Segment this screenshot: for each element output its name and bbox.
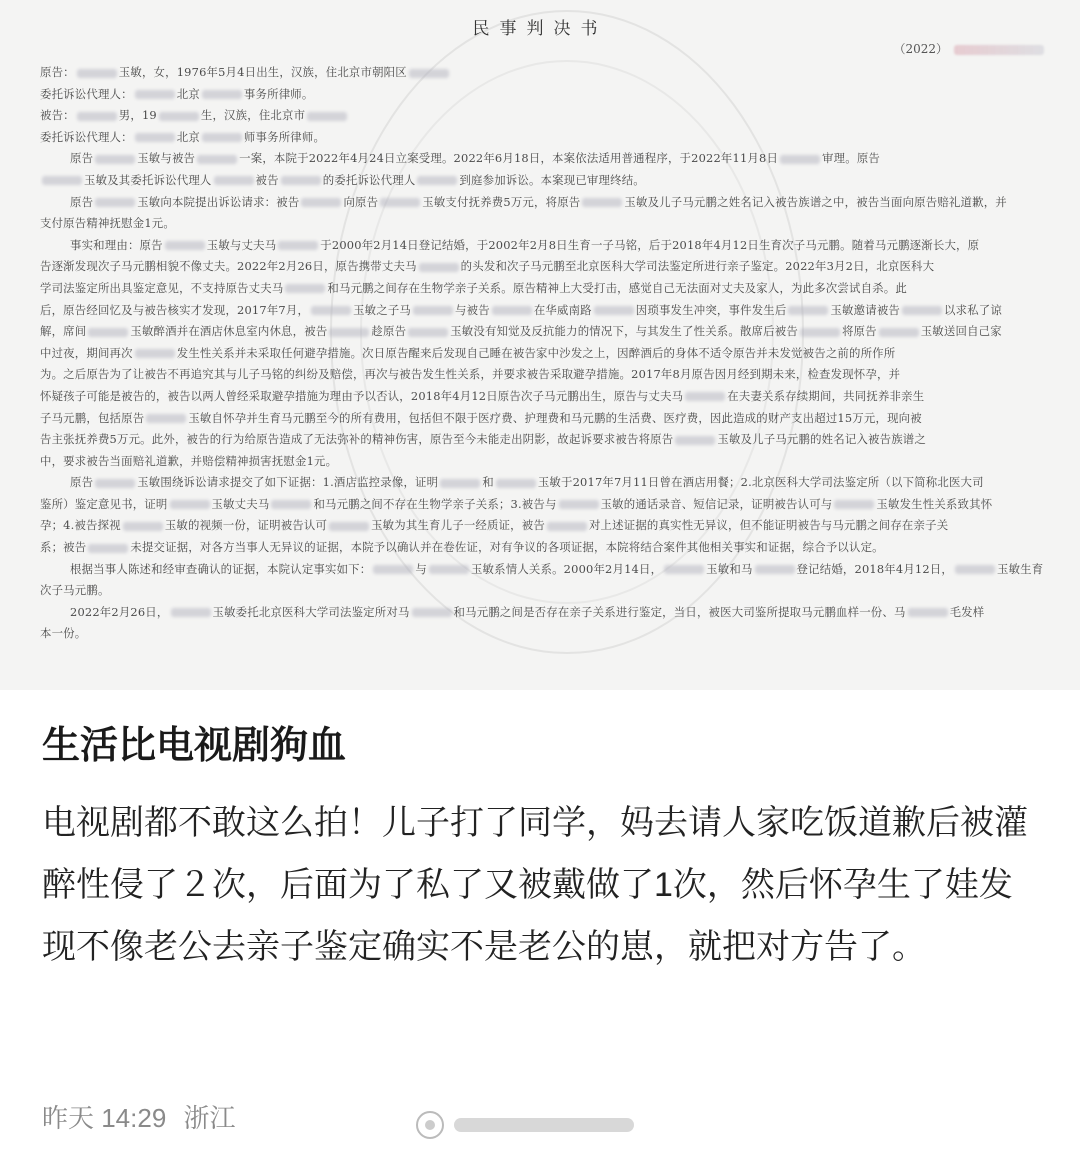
document-line: [40, 408, 1050, 430]
document-text: 玉敏，女，1976年5月4日出生，汉族，住北京市朝阳区: [118, 65, 407, 79]
document-line: [40, 127, 1050, 149]
document-line: [40, 602, 1050, 624]
redaction-blur: [685, 392, 725, 401]
redaction-blur: [202, 90, 242, 99]
redaction-blur: [88, 544, 128, 553]
document-text: 北京: [176, 129, 200, 144]
post-content: [42, 720, 1042, 978]
redaction-blur: [429, 565, 469, 574]
redaction-blur: [755, 565, 795, 574]
document-text: 玉敏与被告: [137, 151, 196, 166]
redaction-blur: [902, 306, 942, 315]
redaction-blur: [879, 328, 919, 337]
redaction-blur: [271, 500, 311, 509]
document-line: [40, 386, 1050, 408]
document-text: 玉敏及儿子马元鹏的姓名记入被告族谱之: [717, 432, 926, 447]
document-text: 中过夜，期间再次: [40, 345, 133, 360]
document-text: 原告: [70, 194, 94, 209]
document-line: [40, 321, 1050, 343]
document-text: 向原告: [343, 194, 379, 209]
document-text: 玉敏醉酒并在酒店休息室内休息，被告: [130, 324, 328, 339]
document-text: 和: [482, 475, 494, 490]
document-text: 在夫妻关系存续期间，共同抚养非亲生: [727, 388, 925, 403]
redaction-blur: [88, 328, 128, 337]
document-line: [40, 494, 1050, 516]
document-text: 鉴所）鉴定意见书，证明: [40, 496, 168, 511]
redaction-blur: [594, 306, 634, 315]
document-text: 的委托诉讼代理人: [322, 172, 416, 187]
redaction-blur: [780, 155, 820, 164]
redaction-blur: [135, 90, 175, 99]
document-text: 玉敏生育: [997, 561, 1044, 576]
redaction-blur: [413, 306, 453, 315]
document-text: 发生性关系并未采取任何避孕措施。次日原告醒来后发现自己睡在被告家中沙发之上，因醉酒后的身体不适令原告并未发觉被告之前的所作所: [176, 345, 896, 360]
document-line: [40, 213, 1050, 235]
document-text: 对上述证据的真实性无异议，但不能证明被告与马元鹏之间存在亲子关: [588, 518, 949, 533]
redaction-blur: [197, 155, 237, 164]
redaction-blur: [42, 176, 82, 185]
document-text: 解，席间: [40, 324, 87, 339]
redaction-blur: [95, 198, 135, 207]
document-text: 委托诉讼代理人：: [40, 129, 133, 144]
document-text: 师事务所律师。: [243, 129, 326, 144]
document-text: 一案，本院于2022年4月24日立案受理。2022年6月18日，本案依法适用普通程序，于2022年11月8日: [239, 151, 779, 166]
document-text: 原告: [70, 475, 94, 490]
redaction-blur: [311, 306, 351, 315]
redaction-blur: [165, 241, 205, 250]
document-text: 玉敏发生性关系致其怀: [876, 496, 993, 511]
document-line: [40, 515, 1050, 537]
redaction-blur: [559, 500, 599, 509]
document-line: [40, 62, 1050, 84]
document-title: 民事判决书: [472, 19, 608, 39]
redaction-blur: [170, 500, 210, 509]
redaction-blur: [664, 565, 704, 574]
post-date: 昨天 14:29: [42, 1103, 167, 1133]
document-text: 玉敏支付抚养费5万元，将原告: [422, 194, 581, 209]
document-text: 根据当事人陈述和经审查确认的证据，本院认定事实如下：: [70, 561, 372, 576]
redaction-blur: [788, 306, 828, 315]
document-text: 原告：: [40, 65, 75, 79]
redaction-blur: [409, 69, 449, 78]
document-text: 原告: [70, 151, 94, 166]
document-line: [40, 559, 1050, 581]
redaction-blur: [281, 176, 321, 185]
document-text: 在华威南路: [533, 302, 592, 317]
document-text: 玉敏及儿子马元鹏之姓名记入被告族谱之中，被告当面向原告赔礼道歉，并: [624, 194, 1007, 209]
document-text: 告逐渐发现次子马元鹏相貌不像丈夫。2022年2月26日，原告携带丈夫马: [40, 259, 417, 274]
document-text: 支付原告精神抚慰金1元。: [40, 216, 175, 231]
document-text: 的头发和次子马元鹏至北京医科大学司法鉴定所进行亲子鉴定。2022年3月2日，北京医科大: [460, 259, 935, 274]
document-text: 于2000年2月14日登记结婚，于2002年2月8日生育一子马铭，后于2018年4月12日生育次子马元鹏。随着马元鹏逐渐长大，原: [320, 237, 980, 252]
redaction-blur: [123, 522, 163, 531]
document-text: 子马元鹏，包括原告: [40, 410, 145, 425]
document-text: 以求私了谅: [944, 302, 1002, 317]
document-text: 北京: [176, 86, 200, 101]
post-text: 电视剧都不敢这么拍！儿子打了同学，妈去请人家吃饭道歉后被灌醉性侵了２次，后面为了私了又被戴做了1次，然后怀孕生了娃发现不像老公去亲子鉴定确实不是老公的崽，就把对方告了。: [42, 804, 1028, 966]
document-text: 趁原告: [371, 324, 407, 339]
document-text: 怀疑孩子可能是被告的，被告以两人曾经采取避孕措施为理由予以否认，2018年4月12日原告次子马元鹏出生，原告与丈夫马: [40, 388, 684, 403]
redaction-blur: [496, 479, 536, 488]
document-line: [40, 105, 1050, 127]
post-meta: [42, 1098, 246, 1135]
redaction-blur: [214, 176, 254, 185]
redaction-blur: [329, 328, 369, 337]
document-text: 中，要求被告当面赔礼道歉，并赔偿精神损害抚慰金1元。: [40, 453, 338, 468]
document-line: [40, 192, 1050, 214]
redaction-blur: [908, 608, 948, 617]
document-text: 和马元鹏之间是否存在亲子关系进行鉴定，当日，被医大司鉴所提取马元鹏血样一份、马: [453, 604, 906, 619]
redaction-blur: [307, 112, 347, 121]
redaction-blur: [278, 241, 318, 250]
document-text: 男，19: [118, 108, 157, 123]
document-text: 为。之后原告为了让被告不再追究其与儿子马铭的纠纷及赔偿，再次与被告发生性关系，并要求被告采取避孕措施。2017年8月原告因月经到期未来，检查发现怀孕，并: [40, 367, 901, 382]
redaction-blur: [171, 608, 211, 617]
redaction-blur: [77, 112, 117, 121]
document-text: 后，原告经回忆及与被告核实才发现，2017年7月，: [40, 302, 310, 317]
document-text: 被告：: [40, 108, 75, 123]
document-line: [40, 256, 1050, 278]
redaction-blur: [492, 306, 532, 315]
redaction-blur: [417, 176, 457, 185]
redaction-blur: [834, 500, 874, 509]
case-number: （2022）: [893, 40, 1044, 57]
redaction-blur: [329, 522, 369, 531]
document-line: [40, 148, 1050, 170]
redaction-blur: [408, 328, 448, 337]
document-text: 事实和理由：原告: [70, 237, 163, 252]
document-body: [40, 62, 1050, 645]
document-text: 2022年2月26日，: [70, 604, 169, 619]
post-location: 浙江: [183, 1103, 236, 1133]
document-text: 玉敏围绕诉讼请求提交了如下证据：1.酒店监控录像，证明: [137, 475, 439, 490]
document-line: [40, 343, 1050, 365]
redaction-blur: [159, 112, 199, 121]
document-text: 生，汉族，住北京市: [200, 108, 306, 123]
redaction-blur: [380, 198, 420, 207]
document-line: [40, 537, 1050, 559]
redaction-blur: [582, 198, 622, 207]
document-text: 玉敏邀请被告: [830, 302, 901, 317]
redaction-blur: [440, 479, 480, 488]
document-text: 与被告: [455, 302, 490, 317]
document-line: [40, 364, 1050, 386]
document-line: [40, 235, 1050, 257]
document-text: 玉敏送回自己家: [920, 324, 1002, 339]
document-text: 事务所律师。: [243, 86, 314, 101]
document-text: 玉敏及其委托诉讼代理人: [84, 172, 212, 187]
document-text: 次子马元鹏。: [40, 583, 110, 598]
redaction-blur: [285, 284, 325, 293]
document-line: [40, 170, 1050, 192]
redaction-blur: [412, 608, 452, 617]
redaction-blur: [675, 436, 715, 445]
document-text: 因琐事发生冲突，事件发生后: [635, 302, 787, 317]
redaction-blur: [800, 328, 840, 337]
document-text: 玉敏之子马: [353, 302, 412, 317]
document-text: 玉敏向本院提出诉讼请求：被告: [137, 194, 300, 209]
document-text: 玉敏自怀孕并生育马元鹏至今的所有费用，包括但不限于医疗费、护理费和马元鹏的生活费、医疗费，因此造成的财产支出超过15万元，现向被: [188, 410, 922, 425]
redaction-blur: [373, 565, 413, 574]
document-text: 毛发样: [949, 604, 985, 619]
document-text: 玉敏为其生育儿子一经质证，被告: [371, 518, 545, 533]
redaction-blur: [547, 522, 587, 531]
document-text: 玉敏系情人关系。2000年2月14日，: [470, 561, 663, 576]
document-text: 玉敏与丈夫马: [206, 237, 277, 252]
document-text: 玉敏没有知觉及反抗能力的情况下，与其发生了性关系。散席后被告: [450, 324, 798, 339]
post-title: 生活比电视剧狗血: [42, 725, 347, 767]
redaction-blur: [419, 263, 459, 272]
document-text: 学司法鉴定所出具鉴定意见，不支持原告丈夫马: [40, 280, 284, 295]
document-text: 审理。原告: [822, 151, 881, 166]
document-text: 系；被告: [40, 540, 87, 555]
document-line: [40, 278, 1050, 300]
document-text: 玉敏委托北京医科大学司法鉴定所对马: [212, 604, 410, 619]
document-text: 未提交证据，对各方当事人无异议的证据，本院予以确认并在卷佐证，对有争议的各项证据，本院将结合案件其他相关事实和证据，综合予以认定。: [130, 540, 884, 555]
redaction-blur: [301, 198, 341, 207]
document-text: 本一份。: [40, 626, 87, 641]
watermark-icon: [410, 1108, 660, 1142]
document-text: 玉敏丈夫马: [211, 496, 270, 511]
document-text: 登记结婚，2018年4月12日，: [796, 561, 953, 576]
document-line: [40, 472, 1050, 494]
document-line: [40, 84, 1050, 106]
redaction-blur: [95, 155, 135, 164]
document-text: 到庭参加诉讼。本案现已审理终结。: [459, 172, 645, 187]
document-text: 和马元鹏之间存在生物学亲子关系。原告精神上大受打击，感觉自己无法面对丈夫及家人，为此多次尝试自杀。此: [327, 280, 907, 295]
redaction-blur: [77, 69, 117, 78]
document-text: 告主张抚养费5万元。此外，被告的行为给原告造成了无法弥补的精神伤害，原告至今未能走出阴影，故起诉要求被告将原告: [40, 432, 674, 447]
redaction-blur: [955, 565, 995, 574]
document-line: [40, 300, 1050, 322]
redaction-blur: [202, 133, 242, 142]
redaction-blur: [95, 479, 135, 488]
document-text: 和马元鹏之间不存在生物学亲子关系；3.被告与: [313, 496, 557, 511]
document-text: 将原告: [841, 324, 877, 339]
document-text: 委托诉讼代理人：: [40, 86, 133, 101]
redaction-blur: [135, 349, 175, 358]
document-text: 被告: [255, 172, 279, 187]
document-text: 与: [415, 561, 427, 576]
document-text: 玉敏和马: [706, 561, 753, 576]
redaction-blur: [135, 133, 175, 142]
document-line: [40, 429, 1050, 451]
document-text: 玉敏的通话录音、短信记录，证明被告认可与: [600, 496, 833, 511]
document-line: [40, 580, 1050, 602]
document-line: [40, 451, 1050, 473]
redaction-blur: [146, 414, 186, 423]
document-text: 孕；4.被告探视: [40, 518, 121, 533]
document-text: 玉敏的视频一份，证明被告认可: [164, 518, 328, 533]
document-text: 玉敏于2017年7月11日曾在酒店用餐；2.北京医科大学司法鉴定所（以下简称北医大司: [537, 475, 984, 490]
document-line: [40, 623, 1050, 645]
